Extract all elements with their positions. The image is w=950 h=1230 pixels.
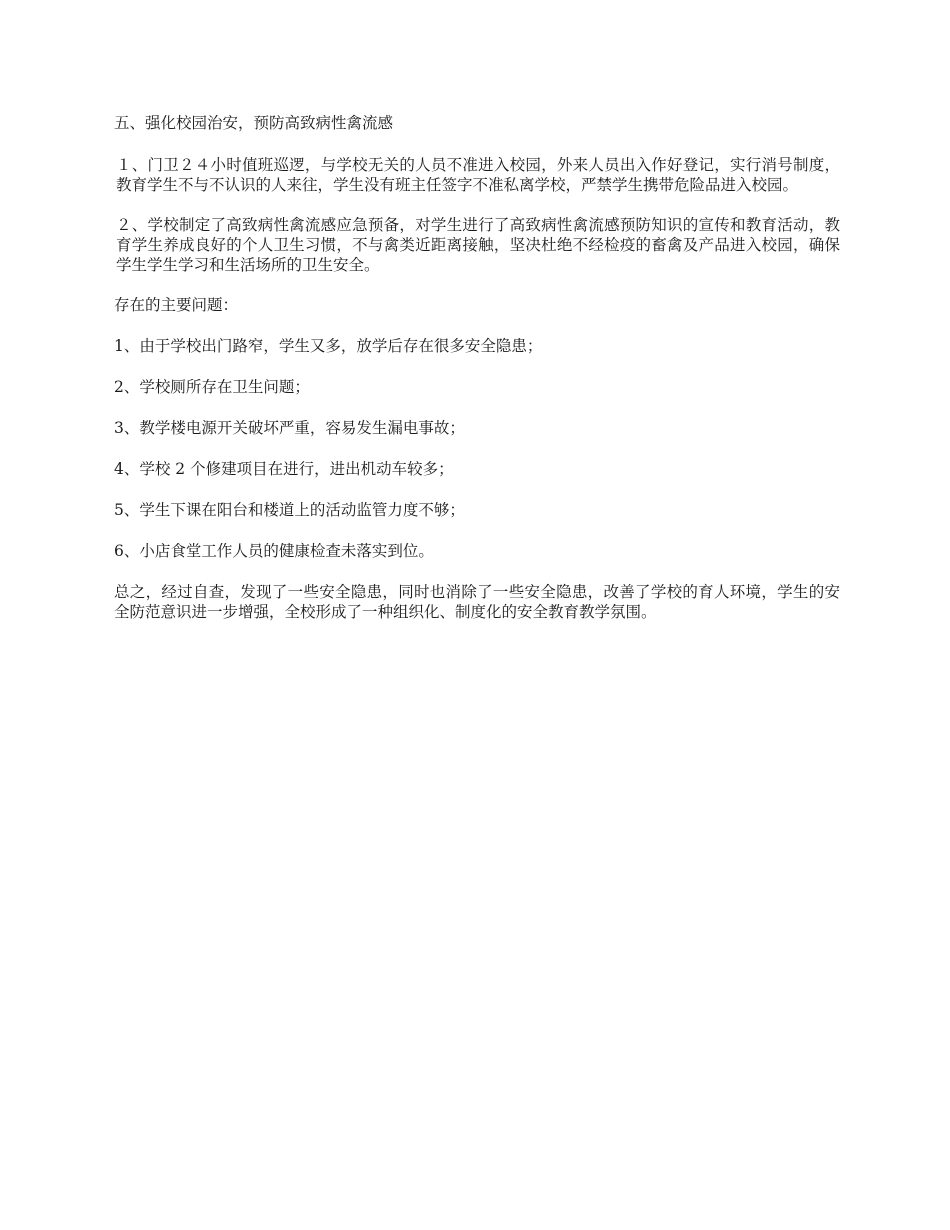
problem-item: 3、教学楼电源开关破坏严重，容易发生漏电事故； (114, 419, 465, 437)
section-heading: 五、强化校园治安，预防高致病性禽流感 (114, 114, 394, 132)
problem-item: 5、学生下课在阳台和楼道上的活动监管力度不够； (114, 501, 465, 519)
problem-item: 6、小店食堂工作人员的健康检查未落实到位。 (114, 542, 434, 560)
conclusion-paragraph: 总之，经过自查，发现了一些安全隐患，同时也消除了一些安全隐患，改善了学校的育人环境，学生的安全防范意识进一步增强，全校形成了一种组织化、制度化的安全教育教学氛围。 (114, 583, 840, 621)
problems-title: 存在的主要问题： (114, 296, 239, 314)
problem-item: 1、由于学校出门路窄，学生又多，放学后存在很多安全隐患； (114, 337, 543, 355)
problem-item: 4、学校 2 个修建项目在进行，进出机动车较多； (114, 460, 454, 478)
paragraph-item-2: ２、学校制定了高致病性禽流感应急预备，对学生进行了高致病性禽流感预防知识的宣传和教育活动，教育学生养成良好的个人卫生习惯，不与禽类近距离接触，坚决杜绝不经检疫的畜禽及产品进入校园，确保学生学生学习和生活场所的卫生安全。 (116, 216, 840, 274)
problem-item: 2、学校厕所存在卫生问题； (114, 378, 310, 396)
paragraph-item-1: １、门卫２４小时值班巡逻，与学校无关的人员不准进入校园，外来人员出入作好登记，实行消号制度，教育学生不与不认识的人来往，学生没有班主任签字不准私离学校，严禁学生携带危险品进入校园。 (116, 156, 840, 194)
